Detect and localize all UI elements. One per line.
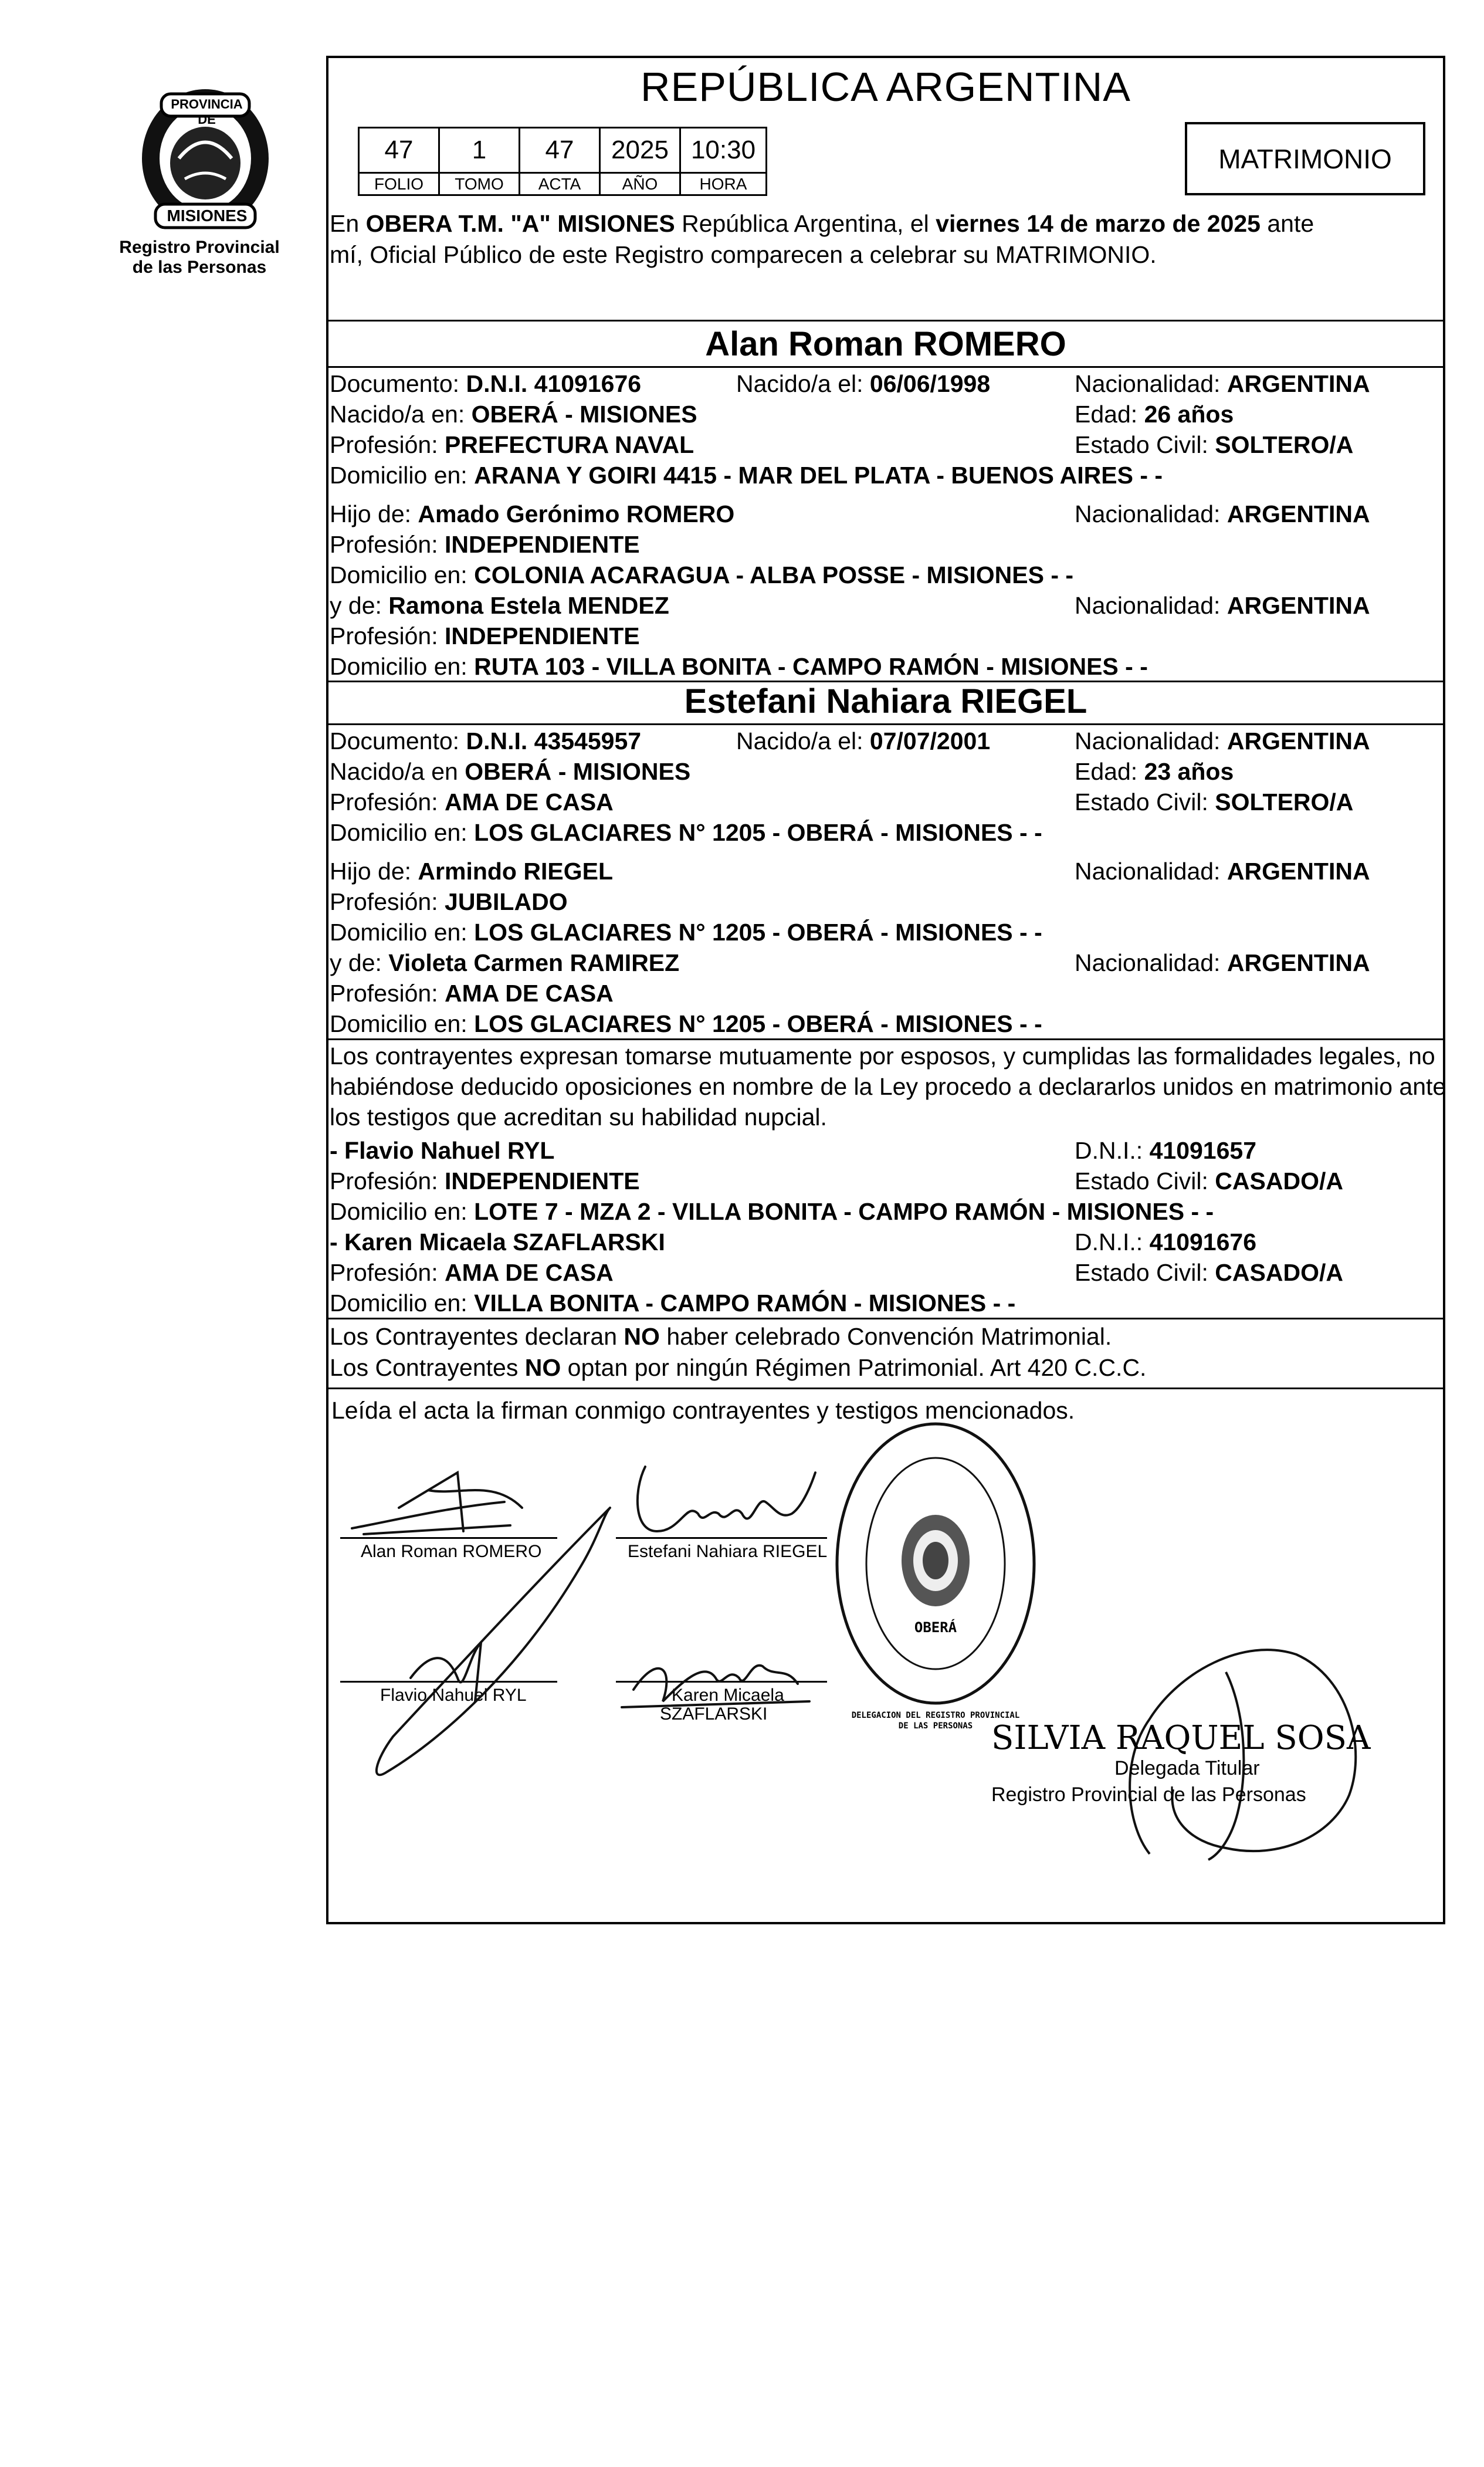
logo-caption-line1: Registro Provincial [119,238,280,257]
declaracion-line2: habiéndose deducido oposiciones en nombre de la Ley procedo a declararlos unidos en matrimonio ante [330,1073,1446,1100]
testigo2-estado-civil: Estado Civil: CASADO/A [1075,1259,1343,1286]
c2-madre-nacionalidad: Nacionalidad: ARGENTINA [1075,949,1370,976]
logo-caption [100,238,299,278]
testigo1-estado-civil: Estado Civil: CASADO/A [1075,1167,1343,1194]
c1-domicilio: Domicilio en: ARANA Y GOIRI 4415 - MAR DEL PLATA - BUENOS AIRES - - [330,462,1163,489]
contrayente2-nombre: Estefani Nahiara RIEGEL [684,682,1087,720]
divider [326,320,1445,322]
intro-line2: mí, Oficial Público de este Registro comparecen a celebrar su MATRIMONIO. [330,241,1157,268]
c2-padre: Hijo de: Armindo RIEGEL [330,858,613,885]
c2-documento: Documento: D.N.I. 43545957 [330,727,642,754]
testigo1-domicilio: Domicilio en: LOTE 7 - MZA 2 - VILLA BONITA - CAMPO RAMÓN - MISIONES - - [330,1198,1214,1225]
c2-domicilio: Domicilio en: LOS GLACIARES N° 1205 - OBERÁ - MISIONES - - [330,819,1042,846]
signature-label-ryl: Flavio Nahuel RYL [380,1686,527,1705]
logo-bottom-word: MISIONES [167,207,248,225]
act-type-box: MATRIMONIO [1185,122,1425,195]
convencion-line1: Los Contrayentes declaran NO haber celebrado Convención Matrimonial. [330,1323,1112,1350]
c2-madre: y de: Violeta Carmen RAMIREZ [330,949,680,976]
acta-label: ACTA [519,174,601,196]
logo-top-word: PROVINCIA DE [171,97,243,127]
divider [326,1318,1445,1319]
tomo-value: 1 [438,127,520,174]
c1-madre: y de: Ramona Estela MENDEZ [330,592,669,619]
anio-label: AÑO [599,174,681,196]
c1-edad: Edad: 26 años [1075,401,1234,428]
signature-label-szaflarski-1: Karen Micaela [672,1686,784,1705]
c2-padre-nacionalidad: Nacionalidad: ARGENTINA [1075,858,1370,885]
c1-madre-profesion: Profesión: INDEPENDIENTE [330,622,640,649]
c1-madre-nacionalidad: Nacionalidad: ARGENTINA [1075,592,1370,619]
acta-value: 47 [519,127,601,174]
anio-value: 2025 [599,127,681,174]
convencion-line2: Los Contrayentes NO optan por ningún Régimen Patrimonial. Art 420 C.C.C. [330,1354,1147,1381]
testigo2-profesion: Profesión: AMA DE CASA [330,1259,614,1286]
c1-padre-nacionalidad: Nacionalidad: ARGENTINA [1075,500,1370,527]
intro-fecha: viernes 14 de marzo de 2025 [936,210,1261,237]
c1-profesion: Profesión: PREFECTURA NAVAL [330,431,694,458]
divider [326,1038,1445,1040]
seal-center-text: OBERÁ [914,1619,957,1636]
signature-label-riegel: Estefani Nahiara RIEGEL [628,1542,828,1561]
c1-nacionalidad: Nacionalidad: ARGENTINA [1075,370,1370,397]
c2-profesion: Profesión: AMA DE CASA [330,789,614,815]
testigo1-dni: D.N.I.: 41091657 [1075,1137,1257,1164]
divider [326,1388,1445,1389]
c1-madre-domicilio: Domicilio en: RUTA 103 - VILLA BONITA - CAMPO RAMÓN - MISIONES - - [330,653,1148,680]
testigo2-domicilio: Domicilio en: VILLA BONITA - CAMPO RAMÓN - MISIONES - - [330,1290,1016,1317]
official-name: SILVIA RAQUEL SOSA [991,1719,1371,1757]
official-title: Delegada Titular [1114,1757,1260,1779]
c2-nacido-el: Nacido/a el: 07/07/2001 [736,727,991,754]
c1-documento: Documento: D.N.I. 41091676 [330,370,642,397]
c2-edad: Edad: 23 años [1075,758,1234,785]
hora-label: HORA [679,174,767,196]
declaracion-line1: Los contrayentes expresan tomarse mutuamente por esposos, y cumplidas las formalidades legales, no [330,1043,1435,1070]
c1-nacido-en: Nacido/a en: OBERÁ - MISIONES [330,401,697,428]
c2-estado-civil: Estado Civil: SOLTERO/A [1075,789,1354,815]
signature-label-szaflarski-2: SZAFLARSKI [660,1704,768,1724]
folio-label: FOLIO [358,174,440,196]
folio-value: 47 [358,127,440,174]
tomo-label: TOMO [438,174,520,196]
contrayente1-nombre: Alan Roman ROMERO [705,325,1066,363]
intro-lugar: OBERA T.M. "A" MISIONES [365,210,675,237]
testigo2-dni: D.N.I.: 41091676 [1075,1229,1257,1256]
c2-padre-profesion: Profesión: JUBILADO [330,888,568,915]
divider [326,723,1445,725]
c2-madre-domicilio: Domicilio en: LOS GLACIARES N° 1205 - OBERÁ - MISIONES - - [330,1010,1042,1037]
c1-padre-profesion: Profesión: INDEPENDIENTE [330,531,640,558]
intro-ante: ante [1260,210,1314,237]
intro-line1 [330,208,1314,239]
c2-nacido-en: Nacido/a en OBERÁ - MISIONES [330,758,691,785]
official-registry: Registro Provincial de las Personas [991,1784,1306,1806]
intro-pais: República Argentina, el [675,210,936,237]
intro-en: En [330,210,360,237]
testigo1-profesion: Profesión: INDEPENDIENTE [330,1167,640,1194]
c1-padre-domicilio: Domicilio en: COLONIA ACARAGUA - ALBA POSSE - MISIONES - - [330,561,1074,588]
c1-padre: Hijo de: Amado Gerónimo ROMERO [330,500,735,527]
c1-estado-civil: Estado Civil: SOLTERO/A [1075,431,1354,458]
handwritten-signatures [328,1432,892,1795]
divider [326,366,1445,368]
hora-value: 10:30 [679,127,767,174]
testigo2-nombre: - Karen Micaela SZAFLARSKI [330,1229,665,1256]
c2-madre-profesion: Profesión: AMA DE CASA [330,980,614,1007]
declaracion-line3: los testigos que acreditan su habilidad nupcial. [330,1104,827,1131]
leida-text: Leída el acta la firman conmigo contrayentes y testigos mencionados. [331,1397,1075,1424]
c2-padre-domicilio: Domicilio en: LOS GLACIARES N° 1205 - OBERÁ - MISIONES - - [330,919,1042,946]
c1-nacido-el: Nacido/a el: 06/06/1998 [736,370,991,397]
testigo1-nombre: - Flavio Nahuel RYL [330,1137,555,1164]
registry-seal-stamp [833,1420,1038,1707]
page-title: REPÚBLICA ARGENTINA [641,64,1131,110]
c2-nacionalidad: Nacionalidad: ARGENTINA [1075,727,1370,754]
logo-caption-line2: de las Personas [132,258,267,277]
seal-text: DELEGACION DEL REGISTRO PROVINCIAL DE LAS PERSONAS [851,1711,1020,1731]
signature-label-romero: Alan Roman ROMERO [361,1542,542,1561]
